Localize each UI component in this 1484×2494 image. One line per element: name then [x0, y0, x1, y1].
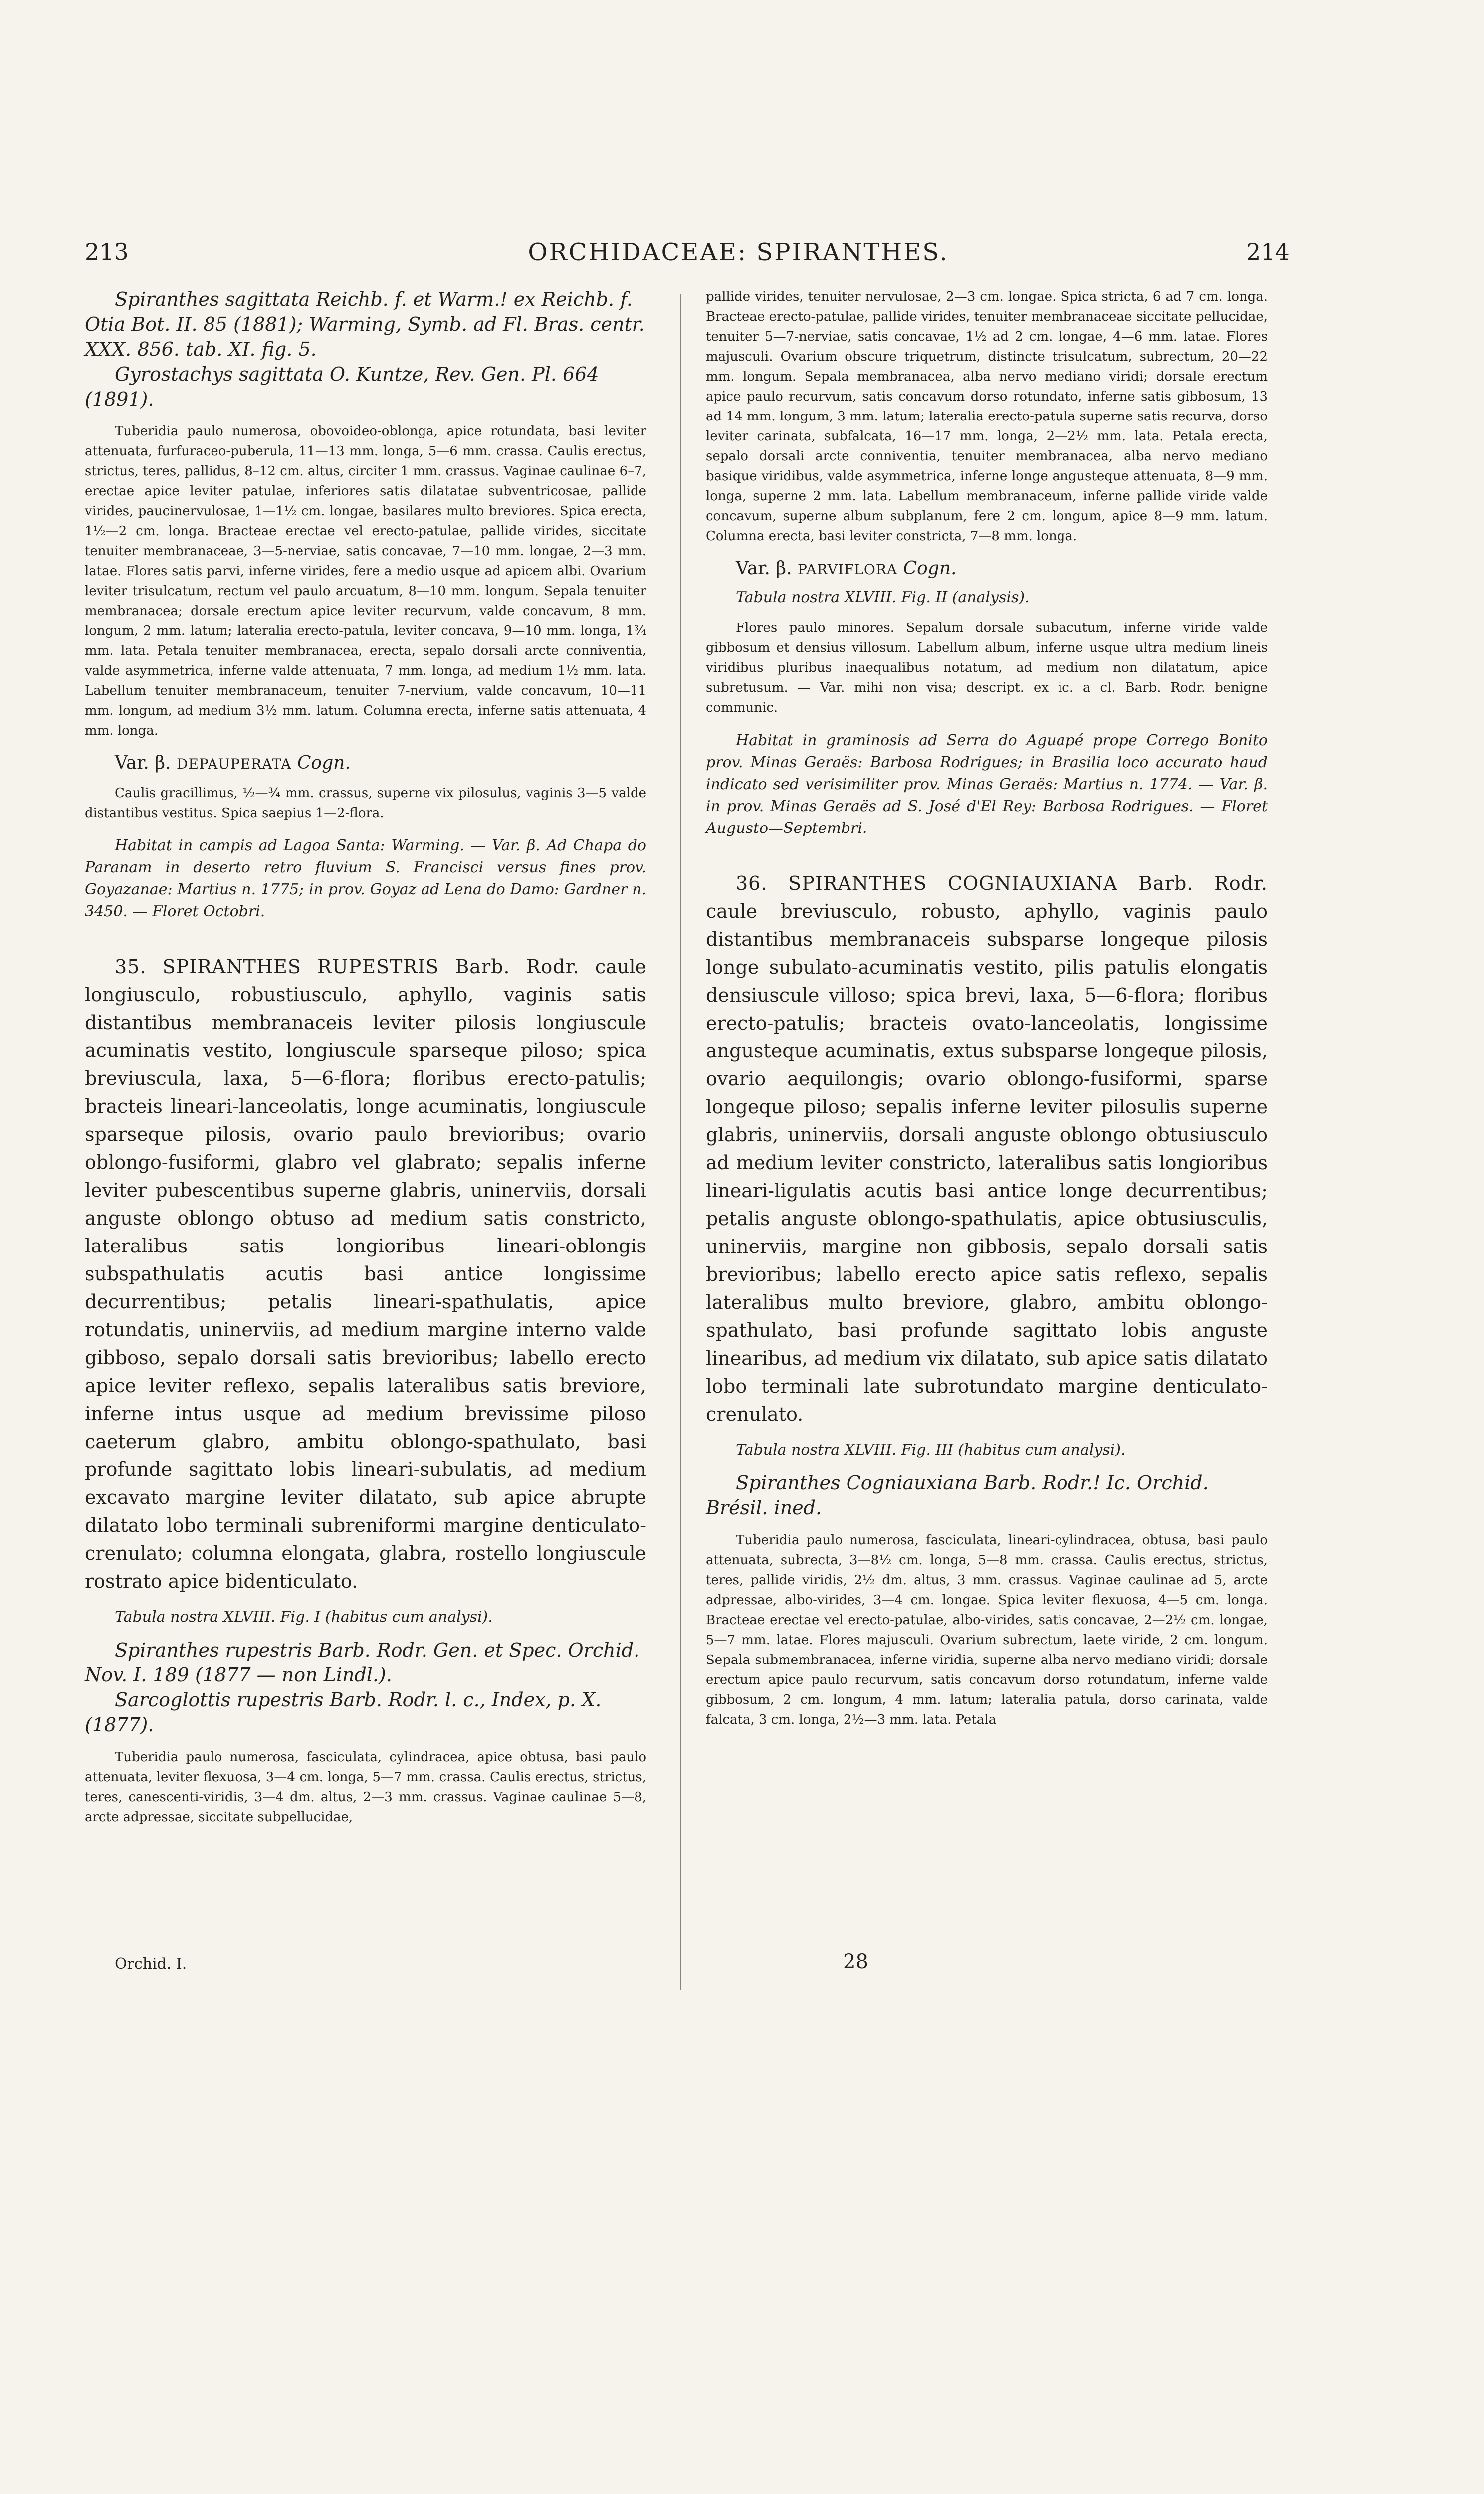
signature-number: 28 [843, 1950, 868, 1973]
left-column [85, 287, 646, 1839]
description-paragraph: Tuberidia paulo numerosa, obovoideo-oblonga, apice rotundata, basi leviter attenuata, furfuraceo-puberula, 11—13 mm. longa, 5—6 mm. crassa. Caulis erectus, strictus, teres, pallidus, 8–12 cm. altus, circiter 1 mm. crassus. Vaginae caulinae 6–7, erectae apice leviter patulae, inferiores satis dilatatae subventricosae, pallide virides, paucinervulosae, 1—1½ cm. longae, basilares multo breviores. Spica erecta, 1½—2 cm. longa. Bracteae erectae vel erecto-patulae, pallide virides, siccitate tenuiter membranaceae, 3—5-nerviae, satis concavae, 7—10 mm. longae, 2—3 mm. latae. Flores satis parvi, inferne virides, fere a medio usque ad apicem albi. Ovarium leviter trisulcatum, rectum vel paulo arcuatum, 8—10 mm. longum. Sepala tenuiter membranacea; dorsale erectum apice leviter recurvum, valde concavum, 8 mm. longum, 2 mm. latum; lateralia erecto-patula, leviter concava, 9—10 mm. longa, 1¾ mm. lata. Petala tenuiter membranacea, erecta, sepalo dorsali arcte conniventia, valde asymmetrica, inferne valde attenuata, 7 mm. longa, ad medium 1½ mm. lata. Labellum tenuiter membranaceum, tenuiter 7-nervium, valde concavum, 10—11 mm. longum, ad medium 3½ mm. latum. Columna erecta, inferne satis attenuata, 4 mm. longa. [85, 424, 646, 738]
description-paragraph: Tuberidia paulo numerosa, fasciculata, cylindracea, apice obtusa, basi paulo attenuata, leviter flexuosa, 3—4 cm. longa, 5—7 mm. crassa. Caulis erectus, strictus, teres, canescenti-viridis, 3—4 dm. altus, 2—3 mm. crassus. Vaginae caulinae 5—8, arcte adpressae, siccitate subpellucidae, [85, 1750, 646, 1825]
variety-label: Var. β. [736, 558, 792, 579]
page-number-left: 213 [85, 238, 129, 265]
variety-heading [706, 558, 1268, 579]
plate-reference: Tabula nostra XLVIII. Fig. III (habitus cum analysi). [736, 1441, 1126, 1458]
description-paragraph: pallide virides, tenuiter nervulosae, 2—3 cm. longae. Spica stricta, 6 ad 7 cm. longa. Bracteae erecto-patulae, pallide virides, tenuiter membranaceae siccitate pellucidae, tenuiter 5—7-nerviae, satis concavae, 1½ ad 2 cm. longae, 4—6 mm. latae. Flores majusculi. Ovarium obscure triquetrum, distincte trisulcatum, subrectum, 20—22 mm. longum. Sepala membranacea, alba nervo mediano viridi; dorsale erectum apice paulo recurvum, satis concavum dorso rotundato, inferne satis gibbosum, 13 ad 14 mm. longum, 3 mm. latum; lateralia erecto-patula superne satis recurva, dorso leviter carinata, subfalcata, 16—17 mm. longa, 2—2½ mm. lata. Petala erecta, sepalo dorsali arcte conniventia, tenuiter membranacea, alba nervo mediano basique viridibus, valde asymmetrica, inferne longe angusteque attenuata, 8—9 mm. longa, superne 2 mm. lata. Labellum membranaceum, inferne pallide viride valde concavum, superne album subplanum, fere 2 cm. longum, apice 8—9 mm. latum. Columna erecta, basi leviter constricta, 7—8 mm. longa. [706, 289, 1268, 544]
plate-reference: Tabula nostra XLVIII. Fig. I (habitus cum analysi). [115, 1608, 493, 1626]
signature-mark-left: Orchid. I. [115, 1955, 187, 1973]
habitat-paragraph: Habitat in campis ad Lagoa Santa: Warming. — Var. β. Ad Chapa do Paranam in deserto retro fluvium S. Francisci versus fines prov. Goyazanae: Martius n. 1775; in prov. Goyaz ad Lena do Damo: Gardner n. 3450. — Floret Octobri. [85, 837, 646, 920]
variety-label: Var. β. [115, 753, 171, 773]
right-column [706, 287, 1268, 1742]
species-heading: 36. SPIRANTHES COGNIAUXIANA Barb. Rodr. [736, 872, 1268, 894]
citation-block [85, 287, 646, 412]
description-paragraph: Tuberidia paulo numerosa, fasciculata, lineari-cylindracea, obtusa, basi paulo attenuata, subrecta, 3—8½ cm. longa, 5—8 mm. crassa. Caulis erectus, strictus, teres, pallide viridis, 2½ dm. altus, 3 mm. crassus. Vaginae caulinae ad 5, arcte adpressae, albo-virides, 3—4 cm. longae. Spica leviter flexuosa, 4—5 cm. longa. Bracteae erectae vel erecto-patulae, albo-virides, satis concavae, 2—2½ cm. longae, 5—7 mm. latae. Flores majusculi. Ovarium subrectum, laete viride, 2 cm. longum. Sepala submembranacea, inferne viridia, superne alba nervo mediano viridi; dorsale erectum apice paulo recurvum, satis concavum dorso rotundatum, inferne valde gibbosum, 2 cm. longum, 4 mm. latum; lateralia patula, dorso carinata, valde falcata, 3 cm. longa, 2½—3 mm. lata. Petala [706, 1533, 1268, 1727]
synonym: Gyrostachys sagittata O. Kuntze, Rev. Gen. Pl. 664 (1891). [85, 363, 599, 410]
variety-heading [85, 753, 646, 773]
variety-name: DEPAUPERATA [177, 756, 292, 772]
citation: Spiranthes Cogniauxiana Barb. Rodr.! Ic. Orchid. Brésil. ined. [706, 1472, 1209, 1519]
habitat-paragraph: Habitat in graminosis ad Serra do Aguapé prope Corrego Bonito prov. Minas Geraës: Barbosa Rodrigues; in Brasilia loco accurato haud indicato sed verisimiliter prov. Minas Geraës: Martius n. 1774. — Var. β. in prov. Minas Geraës ad S. José d'El Rey: Barbosa Rodrigues. — Floret Augusto—Septembri. [706, 732, 1268, 837]
synonym: Sarcoglottis rupestris Barb. Rodr. l. c., Index, p. X. (1877). [85, 1689, 602, 1736]
variety-author: Cogn. [903, 558, 957, 579]
running-head: ORCHIDACEAE: SPIRANTHES. [528, 238, 949, 266]
species-diagnosis: caule breviusculo, robusto, aphyllo, vaginis paulo distantibus membranaceis subsparse longeque pilosis longe subulato-acuminatis vestito, pilis patulis elongatis densiuscule villoso; spica brevi, laxa, 5—6-flora; floribus erecto-patulis; bracteis ovato-lanceolatis, longissime angusteque acuminatis, extus subsparse longeque pilosis, ovario aequilongis; ovario oblongo-fusiformi, sparse longeque piloso; sepalis inferne leviter pilosulis superne glabris, uninerviis, dorsali anguste oblongo obtusiusculo ad medium leviter constricto, lateralibus satis longioribus lineari-ligulatis acutis basi antice longe decurrentibus; petalis anguste oblongo-spathulatis, apice obtusiusculis, uninerviis, margine non gibbosis, sepalo dorsali satis brevioribus; labello erecto apice satis reflexo, sepalis lateralibus multo breviore, glabro, ambitu oblongo-spathulato, basi profunde sagittato lobis anguste linearibus, ad medium vix dilatato, sub apice satis dilatato lobo terminali late subrotundato margine denticulato-crenulato. [706, 900, 1268, 1425]
species-paragraph [85, 953, 646, 1595]
variety-name: PARVIFLORA [798, 561, 898, 578]
page-number-right: 214 [1246, 238, 1290, 265]
citation-block [85, 1638, 646, 1737]
variety-description: Caulis gracillimus, ½—¾ mm. crassus, superne vix pilosulus, vaginis 3—5 valde distantibus vestitus. Spica saepius 1—2-flora. [85, 786, 646, 821]
plate-reference: Tabula nostra XLVIII. Fig. II (analysis). [736, 589, 1030, 606]
variety-author: Cogn. [297, 753, 351, 773]
column-divider [680, 294, 681, 1990]
species-heading: 35. SPIRANTHES RUPESTRIS Barb. Rodr. [115, 956, 580, 978]
citation: Spiranthes sagittata Reichb. f. et Warm.! ex Reichb. f. Otia Bot. II. 85 (1881); Warming, Symb. ad Fl. Bras. centr. XXX. 856. tab. XI. fig. 5. [85, 288, 645, 360]
species-paragraph [706, 869, 1268, 1428]
variety-description: Flores paulo minores. Sepalum dorsale subacutum, inferne viride valde gibbosum et densius villosum. Labellum album, inferne usque ultra medium lineis viridibus pluribus inaequalibus notatum, ad medium non dilatatum, apice subretusum. — Var. mihi non visa; descript. ex ic. a cl. Barb. Rodr. benigne communic. [706, 621, 1268, 715]
species-diagnosis: caule longiusculo, robustiusculo, aphyllo, vaginis satis distantibus membranaceis leviter pilosis longiuscule acuminatis vestito, longiuscule sparseque piloso; spica breviuscula, laxa, 5—6-flora; floribus erecto-patulis; bracteis lineari-lanceolatis, longe acuminatis, longiuscule sparseque pilosis, ovario paulo brevioribus; ovario oblongo-fusiformi, glabro vel glabrato; sepalis inferne leviter pubescentibus superne glabris, uninerviis, dorsali anguste oblongo obtuso ad medium satis constricto, lateralibus satis longioribus lineari-oblongis subspathulatis acutis basi antice longissime decurrentibus; petalis lineari-spathulatis, apice rotundatis, uninerviis, ad medium margine interno valde gibboso, sepalo dorsali satis brevioribus; labello erecto apice leviter reflexo, sepalis lateralibus satis breviore, inferne intus usque ad medium brevissime piloso caeterum glabro, ambitu oblongo-spathulato, basi profunde sagittato lobis lineari-subulatis, ad medium excavato margine leviter dilatato, sub apice abrupte dilatato lobo terminali subreniformi margine denticulato-crenulato; columna elongata, glabra, rostello longiuscule rostrato apice bidenticulato. [85, 956, 646, 1592]
citation: Spiranthes rupestris Barb. Rodr. Gen. et Spec. Orchid. Nov. I. 189 (1877 — non Lindl.). [85, 1639, 640, 1686]
